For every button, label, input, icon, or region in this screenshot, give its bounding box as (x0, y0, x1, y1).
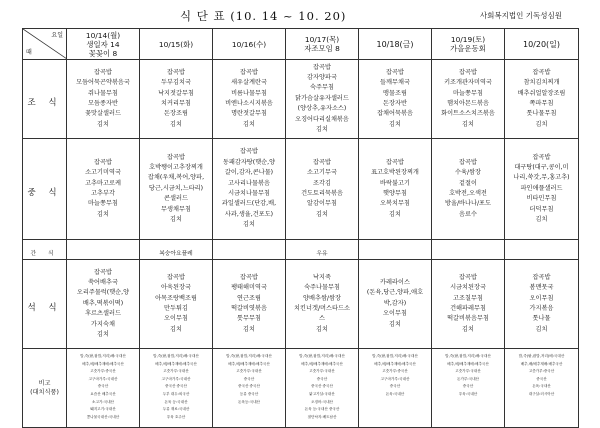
menu-item: 오이무침 (164, 315, 188, 323)
menu-item: 김치 (316, 325, 328, 333)
dinner-cell (432, 260, 505, 349)
menu-item: 김치 (243, 120, 255, 128)
menu-item: 조각김 (313, 179, 331, 187)
menu-item: 모듬종자반 (88, 100, 118, 107)
menu-item: 김치 (462, 325, 474, 333)
menu-item: 김치 (170, 325, 182, 333)
menu-item: 봄맨뭇국 (529, 284, 554, 292)
menu-item: 건도토리묵볶음 (301, 190, 343, 197)
origin-note-line: 중국산 중국산 (238, 384, 260, 389)
menu-item: 고조칠무침 (453, 294, 483, 302)
menu-item: 모듬어묵곤약볶음국 (76, 79, 130, 87)
menu-item: 잡곡밥 (240, 68, 258, 76)
menu-item: 김치 (243, 221, 255, 229)
menu-item: 연근조림 (237, 294, 261, 302)
menu-item: 음료수 (459, 210, 477, 218)
menu-item: 쪽파무침 (529, 100, 554, 107)
menu-item: 잡곡밥 (167, 153, 185, 161)
menu-item: 김치 (535, 120, 548, 128)
menu-item: 잡곡밥 (459, 158, 477, 166)
menu-item: 잡곡밥 (386, 68, 404, 76)
menu-item: 무생채무침 (161, 205, 191, 213)
menu-item: 아목조랑백조림 (155, 294, 197, 302)
origin-note-line: 중국산 (389, 384, 401, 389)
origin-note-line: 오징어:국내산 (310, 399, 334, 404)
dinner-cell (213, 260, 286, 349)
breakfast-cell (67, 60, 140, 139)
day-header-line: 자조모임 8 (304, 44, 340, 53)
menu-item: 숙주나물무침 (304, 284, 340, 292)
origin-note-line: 요즘산 배추국산 (90, 391, 116, 396)
menu-item: 키조개관자미역국 (444, 79, 492, 87)
day-header-line: 10/20(일) (522, 39, 561, 49)
menu-item: 두부김치국 (161, 79, 191, 87)
lunch-cell (432, 139, 505, 240)
menu-item: 화이트소스치즈볶음 (441, 110, 495, 118)
menu-item: 감자양파국 (307, 73, 337, 81)
origin-note-cell (432, 349, 505, 428)
menu-item: 파인애플샐러드 (520, 184, 563, 192)
origin-note-line: 배추,배/배추재배:배추국산 (155, 361, 197, 366)
menu-item: 잡곡밥 (532, 68, 551, 76)
lunch-cell (286, 139, 359, 240)
menu-item: 표고호박된장찌개 (371, 169, 419, 177)
origin-note-line: 배추,배/배추재배:배추국산 (82, 361, 124, 366)
origin-note-line: 대구살:러시아산 (528, 391, 555, 396)
origin-note-line: 돈육등:국내산 (237, 399, 261, 404)
origin-note-line: 배추,배/배추재배:배추국산 (374, 361, 416, 366)
menu-item: 잡곡밥 (459, 273, 477, 281)
menu-item: 꽃맛살샐러드 (85, 110, 121, 118)
menu-item: 김치 (97, 210, 109, 218)
origin-note-line: 중국산 (536, 376, 547, 381)
menu-item: 떡갈비볶음무침 (447, 315, 489, 323)
dinner-row (23, 260, 579, 349)
menu-item: 명란젓갈무침 (231, 110, 267, 118)
origin-note-line: 절단낙지:베트남산 (307, 414, 337, 419)
menu-item: 낙지죽 (313, 273, 331, 281)
menu-item: 잡곡밥 (532, 273, 551, 281)
menu-item: 김치 (97, 120, 109, 128)
menu-item: 양배추쌈/쌈장 (303, 294, 341, 302)
breakfast-row (23, 60, 579, 139)
day-header-line: 가을운동회 (450, 44, 486, 53)
origin-note-line: 중국산 중국산 (311, 384, 333, 389)
menu-item: 김치 (170, 216, 182, 224)
menu-item: 톳나물무침 (526, 110, 557, 118)
origin-note-line: 중국산 (243, 376, 255, 381)
menu-item: 사과,생율,건포도) (224, 210, 274, 218)
breakfast-cell (505, 60, 579, 139)
origin-note-line: 배추,배/배추재배:배추국산 (447, 361, 489, 366)
origin-note-line: 고구마가루:국내산 (380, 376, 410, 381)
menu-item: 호박전,오색전 (449, 190, 487, 197)
menu-item: 새우살계란국 (231, 79, 267, 87)
day-header (505, 29, 579, 60)
menu-item: 돈장자반 (383, 100, 407, 107)
origin-note-line: 밥,죽(팥,잡밥,저리)배:국대산 (518, 354, 565, 358)
snack-cell (213, 240, 286, 260)
origin-note-line: 돈육:국내산 (385, 391, 405, 396)
origin-note-line: 밥,죽(팥,잡밥,저리)배:국대산 (299, 354, 345, 358)
lunch-cell (140, 139, 213, 240)
origin-note-line: 고구마가루:국내산 (88, 376, 118, 381)
menu-item: 잡곡밥 (459, 68, 477, 76)
origin-note-line: 배추,배/배추재배:배추국산 (520, 361, 563, 366)
origin-note-line: 돼지고기:국내산 (90, 407, 116, 412)
origin-note-cell (213, 349, 286, 428)
origin-note-line: 밥,죽(팥,잡밥,저리)배:국대산 (226, 354, 272, 358)
meal-label-breakfast: 조 식 (23, 60, 67, 139)
menu-item: 잡곡밥 (313, 158, 331, 166)
menu-item: 낙지젓갈무침 (158, 89, 194, 97)
menu-item: 잡곡밥 (240, 148, 258, 156)
snack-cell (432, 240, 505, 260)
day-header-line: 10/14(월) (85, 30, 121, 40)
menu-item: 겉절이 (459, 179, 477, 187)
organization-name: 사회복지법인 기독성심원 (479, 11, 562, 20)
snack-cell (505, 240, 579, 260)
meal-label-note: 비고 (대치식품) (23, 349, 67, 428)
menu-item: 갈이,감자,콘나물) (224, 169, 274, 177)
menu-item: 소고기무국 (307, 169, 337, 177)
lunch-cell (505, 139, 579, 240)
menu-item: 수육/쌈장 (455, 169, 481, 177)
origin-note-line: 고춧가루:중국산 (382, 369, 408, 374)
menu-item: 김치 (243, 325, 255, 333)
origin-note-line: 고춧가루:중국산 (528, 369, 555, 374)
menu-item: 콘샐러드 (164, 195, 188, 203)
origin-note-line: 돈육:국내산 (532, 384, 551, 389)
dinner-cell (505, 260, 579, 349)
menu-item: 잡곡밥 (240, 273, 258, 281)
origin-note-line: 중국산 (462, 384, 474, 389)
menu-item: 비타민무침 (526, 195, 557, 203)
origin-note-line: 배추,배/배추재배:배추국산 (301, 361, 343, 366)
menu-item: 톳나물 (532, 315, 551, 323)
menu-item: 만두튀김 (164, 305, 188, 312)
origin-note-cell (286, 349, 359, 428)
day-header (67, 29, 140, 60)
menu-item: 방울/바나나/포도 (444, 200, 491, 208)
origin-note-line: 두류 재료:국내산 (162, 407, 190, 412)
dinner-cell (67, 260, 140, 349)
origin-note-line: 돈육 등:국내산 중국산 (304, 407, 340, 412)
origin-note-line: 밥,죽(팥,잡밥,저리)배:국대산 (445, 354, 491, 358)
menu-item: 가지볶음 (529, 305, 554, 312)
menu-item: 잡채어묵볶음 (377, 110, 413, 118)
day-header (432, 29, 505, 60)
menu-item: (양상추,유자소스) (297, 105, 347, 113)
corner-weekday-label: 요일 (51, 32, 63, 39)
menu-item: 오리주물럭(햇순,양 (76, 289, 130, 297)
day-header-line: 10/16(수) (231, 39, 267, 49)
menu-item: 더덕무침 (529, 205, 554, 213)
day-header (140, 29, 213, 60)
menu-item: 김치 (389, 210, 401, 218)
origin-note-line: 고춧가루:국내산 (309, 369, 335, 374)
menu-item: 팽태해미역국 (231, 284, 267, 292)
menu-item: 잡곡밥 (94, 268, 112, 276)
menu-item: 오이무침 (383, 310, 407, 318)
corner-meal-label: 때 (26, 49, 32, 56)
lunch-cell (359, 139, 432, 240)
origin-note-line: 밥,죽(팥,잡밥,저리)배:국대산 (80, 354, 126, 358)
menu-item: 톳무무침 (237, 315, 261, 323)
menu-item: 쑥어배추국 (88, 278, 118, 286)
origin-note-line: 배추,배/배추재배:배추국산 (228, 361, 270, 366)
origin-note-cell (140, 349, 213, 428)
menu-item: 김치 (389, 120, 401, 128)
page-title: 식 단 표 (10. 14 ~ 10. 20) (180, 9, 347, 23)
breakfast-cell (213, 60, 286, 139)
header-row (23, 29, 579, 60)
menu-item: 소고기미역국 (85, 169, 121, 177)
meal-label-lunch: 중 식 (23, 139, 67, 240)
menu-item: 카레라이스 (380, 278, 410, 286)
menu-item: 스 (319, 315, 325, 323)
menu-item: 당근,시금치,느타리) (148, 184, 204, 192)
origin-note-line: 닭고기살:국내산 (309, 391, 335, 396)
snack-item: 우유 (316, 251, 328, 257)
breakfast-cell (432, 60, 505, 139)
day-header-line: 10/18(금) (376, 39, 414, 49)
menu-item: 바락불고기 (380, 179, 410, 187)
menu-item: 맹물조림 (383, 89, 407, 97)
day-header-line: 꽃꽂이 8 (88, 48, 118, 58)
snack-cell (359, 240, 432, 260)
menu-item: 가지숙채 (91, 320, 115, 328)
menu-item: 박,감자) (383, 299, 407, 307)
snack-cell (67, 240, 140, 260)
menu-item: 잡채(우채,복어,양파, (147, 174, 205, 182)
menu-item: 김치 (316, 126, 328, 134)
origin-note-line: 고춧가루:중국산 (90, 369, 116, 374)
origin-note-line: 우육:국내산 (458, 391, 478, 396)
origin-note-line: 중국산 중국산 (165, 384, 187, 389)
menu-item: 시금치나물무침 (228, 190, 270, 197)
day-header-line: 10/17(목) (304, 35, 340, 44)
menu-item: 비름나물무침 (231, 89, 267, 97)
menu-item: 아욱된장국 (161, 284, 191, 292)
menu-item: 후르츠샐러드 (85, 310, 121, 318)
menu-item: 나리,쑥갓,무,홍고추) (513, 174, 570, 182)
breakfast-cell (359, 60, 432, 139)
menu-item: 치킨너겟/머스타드소 (294, 305, 350, 312)
menu-item: (돈육,당근,양파,애호 (366, 289, 424, 297)
menu-item: 고사리나물볶음 (228, 179, 270, 187)
snack-row (23, 240, 579, 260)
breakfast-cell (286, 60, 359, 139)
menu-item: 김치 (535, 216, 548, 224)
menu-item: 김치 (97, 331, 109, 339)
menu-item: 오이무침 (529, 294, 554, 302)
origin-note-cell (359, 349, 432, 428)
menu-item: 잡곡밥 (313, 63, 331, 71)
meal-label-snack: 간 식 (23, 240, 67, 260)
meal-label-dinner: 석 식 (23, 260, 67, 349)
menu-item: 김치 (462, 120, 474, 128)
menu-item: 고추부각 (91, 190, 115, 197)
menu-item: 배추쉬얼알장조림 (517, 89, 566, 97)
menu-item: 잡곡밥 (94, 68, 112, 76)
dinner-cell (140, 260, 213, 349)
day-header (286, 29, 359, 60)
snack-item: 복숭아요플레 (159, 251, 193, 257)
breakfast-cell (140, 60, 213, 139)
snack-cell (140, 240, 213, 260)
lunch-row (23, 139, 579, 240)
origin-note-line: 돈가루:국내산 (456, 376, 480, 381)
menu-item: 잡곡밥 (167, 68, 185, 76)
menu-item: 김치 (170, 120, 182, 128)
menu-item: 김치 (535, 325, 548, 333)
origin-note-line: 소고기:국내산 (91, 399, 115, 404)
menu-item: 고추마고로케 (85, 179, 121, 187)
day-header (359, 29, 432, 60)
lunch-cell (213, 139, 286, 240)
day-header (213, 29, 286, 60)
menu-item: 햇양무침 (383, 190, 407, 197)
day-header-line: 10/15(화) (158, 39, 194, 49)
menu-item: 잡곡밥 (167, 273, 185, 281)
menu-item: 대구탕(대구,콩이,미 (514, 163, 569, 171)
origin-note-cell (67, 349, 140, 428)
notes-row (23, 349, 579, 428)
menu-item: 치커리무침 (161, 100, 191, 107)
origin-note-line: 고춧가루:국내산 (236, 369, 262, 374)
menu-item: 숙주무침 (310, 84, 334, 92)
menu-item: 잡곡밥 (386, 158, 404, 166)
dinner-cell (359, 260, 432, 349)
dinner-cell (286, 260, 359, 349)
menu-item: 배추,떡볶이떡) (82, 299, 124, 307)
menu-item: 알감이무침 (307, 200, 337, 208)
menu-item: 마늘쫑무침 (453, 89, 483, 97)
origin-note-line: 두부 대두:외국산 (162, 391, 190, 396)
menu-item: 오복치무침 (380, 200, 410, 208)
menu-item: 비엔나소시지볶음 (225, 100, 273, 107)
origin-note-line: 돈육 등:국내산 (164, 399, 188, 404)
origin-note-line: 콩나물국내산:국내산 (86, 414, 120, 419)
menu-item: 김치 (316, 210, 328, 218)
menu-item: 마늘쫑무침 (88, 200, 118, 208)
origin-note-line: 우육 호주산 (166, 414, 186, 419)
origin-note-line: 고구마가루:국내산 (161, 376, 191, 381)
menu-item: 잡곡밥 (532, 153, 551, 161)
origin-note-line: 고춧가루:국내산 (455, 369, 481, 374)
origin-note-cell (505, 349, 579, 428)
menu-item: 햄치아몬드볶음 (447, 100, 489, 107)
origin-note-line: 중국산 (97, 384, 109, 389)
menu-item: 닭가슴살유자샐러드 (295, 94, 349, 102)
menu-item: 참치김치찌개 (523, 79, 560, 87)
corner-cell (23, 29, 67, 60)
menu-item: 시금치된장국 (450, 284, 486, 292)
menu-item: 김치 (389, 320, 401, 328)
origin-note-line: 밥,죽(팥,잡밥,저리)배:국대산 (372, 354, 418, 358)
snack-cell (286, 240, 359, 260)
day-header-line: 생일자 14 (86, 39, 120, 49)
day-header-line: 10/19(토) (450, 35, 486, 44)
menu-item: 들깨무채국 (380, 79, 410, 87)
origin-note-line: 밥,죽(팥,잡밥,저리)배:국대산 (153, 354, 199, 358)
menu-item: 과일샐러드(단감,배, (221, 200, 277, 208)
origin-note-line: 등류 중국산 (239, 391, 259, 396)
menu-item: 떡갈비엿볶음 (231, 305, 267, 312)
menu-item: 오징어다리실채볶음 (295, 115, 349, 123)
menu-item: 동패감자탕(햇순,양 (222, 158, 276, 166)
menu-item: 잡곡밥 (94, 158, 112, 166)
origin-note-line: 고춧가루:국내산 (163, 369, 189, 374)
origin-note-line: 중국산 (316, 376, 328, 381)
lunch-cell (67, 139, 140, 240)
menu-item: 건해파레무침 (450, 305, 486, 312)
menu-item: 호박쨍이고추장찌개 (149, 163, 203, 171)
menu-item: 쥐나물무침 (88, 89, 118, 97)
menu-table (22, 28, 579, 428)
menu-item: 돈장조림 (164, 110, 188, 118)
